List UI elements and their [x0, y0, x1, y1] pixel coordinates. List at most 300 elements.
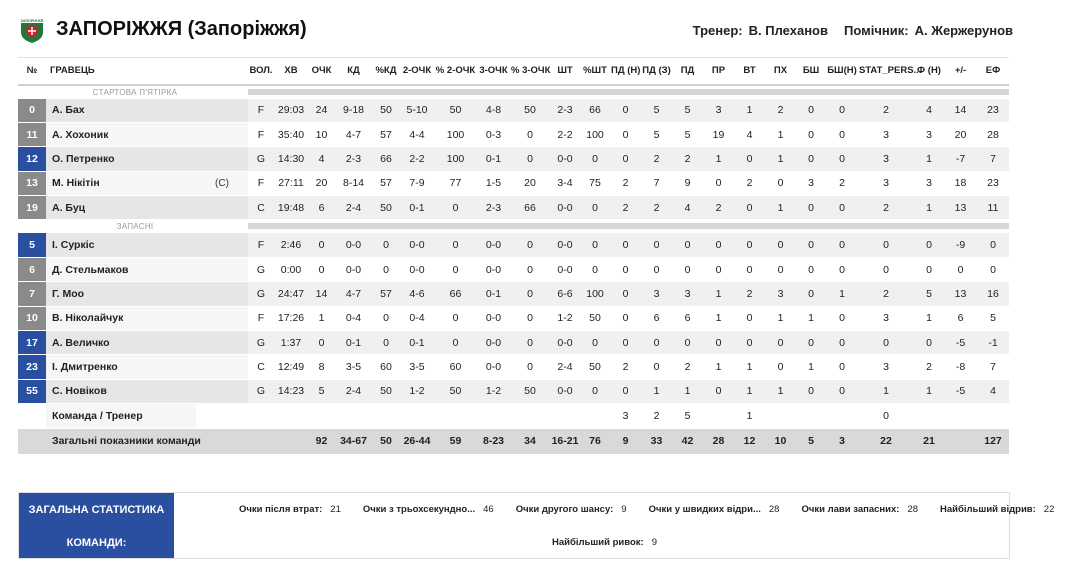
summary-item-value: 28	[907, 504, 919, 515]
stat-p3p: 0	[510, 282, 550, 306]
assistant-label: Помічник:	[844, 23, 909, 38]
stat-rebd: 0	[641, 233, 672, 257]
stat-to: 1	[734, 379, 765, 403]
stat-pf: 0	[858, 404, 914, 428]
summary-item	[516, 504, 627, 515]
table-row[interactable]	[18, 282, 1009, 306]
table-row[interactable]	[18, 98, 1009, 122]
column-header: БШ(Н)	[826, 58, 858, 85]
crest-text: ЗАПОРІЖЖЯ	[20, 19, 44, 23]
assistant-name: А. Жержерунов	[914, 23, 1013, 38]
player-name: С. Новіков	[46, 379, 196, 403]
total-blka: 3	[826, 428, 858, 454]
table-row[interactable]	[18, 355, 1009, 379]
stat-reb: 2	[672, 355, 703, 379]
stat-fd: 0	[914, 257, 944, 281]
stat-p3p: 50	[510, 379, 550, 403]
stat-pf: 1	[858, 379, 914, 403]
summary-item	[363, 504, 494, 515]
stat-reb: 2	[672, 147, 703, 171]
total-ftp: 76	[580, 428, 610, 454]
stat-fg: 4-7	[335, 122, 372, 146]
stat-fg: 3-5	[335, 355, 372, 379]
stat-p2p: 100	[434, 122, 477, 146]
stat-ast: 3	[703, 98, 734, 122]
stat-blka: 0	[826, 196, 858, 220]
stat-stl: 1	[765, 196, 796, 220]
stat-stl: 0	[765, 233, 796, 257]
stat-eff: 23	[977, 98, 1009, 122]
stat-ft: 6-6	[550, 282, 580, 306]
stat-pm: -8	[944, 355, 977, 379]
summary-item-label: Очки після втрат:	[239, 504, 323, 515]
table-row[interactable]	[18, 196, 1009, 220]
stat-ftp: 50	[580, 306, 610, 330]
stat-fg: 0-1	[335, 331, 372, 355]
summary-item-label: Очки з трьохсекундно...	[362, 504, 476, 515]
stat-rebo: 0	[610, 306, 641, 330]
stat-to: 0	[734, 331, 765, 355]
stat-p2p: 50	[434, 379, 477, 403]
column-header: ГРАВЕЦЬ	[46, 58, 196, 85]
player-name: В. Ніколайчук	[46, 306, 196, 330]
column-header: % 2-ОЧК	[434, 58, 477, 85]
player-name: М. Нікітін	[46, 171, 196, 195]
stat-stl: 1	[765, 147, 796, 171]
stat-pf: 2	[858, 98, 914, 122]
stat-fd: 3	[914, 122, 944, 146]
stat-p2: 4-4	[400, 122, 434, 146]
player-number-badge: 6	[18, 257, 46, 281]
stat-to: 0	[734, 306, 765, 330]
stat-min: 1:37	[274, 331, 308, 355]
stat-p2p: 0	[434, 306, 477, 330]
stat-p3: 0-0	[477, 306, 510, 330]
stat-eff: 16	[977, 282, 1009, 306]
stat-rebd: 2	[641, 147, 672, 171]
summary-item-label: Найбільший відрив:	[940, 504, 1036, 515]
stat-pos: F	[248, 233, 274, 257]
stat-pts: 8	[308, 355, 335, 379]
column-header: ПД	[672, 58, 703, 85]
stat-p2: 7-9	[400, 171, 434, 195]
total-ft: 16-21	[550, 428, 580, 454]
stat-min: 12:49	[274, 355, 308, 379]
stat-pts: 1	[308, 306, 335, 330]
player-number-badge: 10	[18, 306, 46, 330]
stat-rebo: 0	[610, 331, 641, 355]
total-p3: 8-23	[477, 428, 510, 454]
table-row[interactable]	[18, 257, 1009, 281]
stat-p3: 1-5	[477, 171, 510, 195]
captain-mark	[196, 379, 248, 403]
stat-fd: 5	[914, 282, 944, 306]
stat-rebd: 3	[641, 282, 672, 306]
stat-ftp: 0	[580, 331, 610, 355]
table-row[interactable]	[18, 331, 1009, 355]
stat-blk: 0	[796, 282, 826, 306]
summary-item	[239, 504, 341, 515]
team-header	[18, 14, 1013, 46]
stat-p3p: 0	[510, 331, 550, 355]
column-header: +/-	[944, 58, 977, 85]
total-stl: 10	[765, 428, 796, 454]
stat-min: 2:46	[274, 233, 308, 257]
stat-pts	[308, 404, 335, 428]
stat-p3p: 20	[510, 171, 550, 195]
stat-fg: 0-0	[335, 257, 372, 281]
stat-blka: 0	[826, 355, 858, 379]
stat-p2: 0-0	[400, 257, 434, 281]
total-reb: 42	[672, 428, 703, 454]
stat-fg: 8-14	[335, 171, 372, 195]
player-name: О. Петренко	[46, 147, 196, 171]
stat-blka: 2	[826, 171, 858, 195]
stat-fgp: 57	[372, 282, 400, 306]
stat-blka: 1	[826, 282, 858, 306]
column-header: ПХ	[765, 58, 796, 85]
stat-pf: 2	[858, 282, 914, 306]
stat-p2: 0-1	[400, 331, 434, 355]
stat-blk: 0	[796, 147, 826, 171]
stat-pts: 5	[308, 379, 335, 403]
stat-ft: 0-0	[550, 331, 580, 355]
player-name: А. Бах	[46, 98, 196, 122]
stat-blka: 0	[826, 122, 858, 146]
stat-to: 1	[734, 98, 765, 122]
stat-p2p: 0	[434, 257, 477, 281]
player-name: А. Хохоник	[46, 122, 196, 146]
stat-pm: -7	[944, 147, 977, 171]
column-header: БШ	[796, 58, 826, 85]
column-header: ХВ	[274, 58, 308, 85]
section-bench	[18, 220, 1009, 233]
stat-pm: 13	[944, 282, 977, 306]
stat-fd: 0	[914, 331, 944, 355]
column-header: ВОЛ.	[248, 58, 274, 85]
stat-to: 2	[734, 282, 765, 306]
stat-blk: 0	[796, 196, 826, 220]
column-header: ШТ	[550, 58, 580, 85]
stat-stl: 2	[765, 98, 796, 122]
stat-reb: 0	[672, 257, 703, 281]
stat-blka: 0	[826, 306, 858, 330]
stat-min	[274, 428, 308, 454]
column-header: % 3-ОЧК	[510, 58, 550, 85]
player-name: А. Величко	[46, 331, 196, 355]
stat-ft: 0-0	[550, 147, 580, 171]
stat-p2: 0-4	[400, 306, 434, 330]
stat-fg	[335, 404, 372, 428]
coach-label: Тренер:	[692, 23, 743, 38]
stat-blk: 3	[796, 171, 826, 195]
stat-fd: 1	[914, 306, 944, 330]
captain-mark	[196, 306, 248, 330]
stat-p3: 2-3	[477, 196, 510, 220]
stat-ftp: 100	[580, 122, 610, 146]
stat-pos: G	[248, 257, 274, 281]
stat-p2: 3-5	[400, 355, 434, 379]
stat-ast: 0	[703, 331, 734, 355]
stat-pf: 3	[858, 355, 914, 379]
captain-mark	[196, 233, 248, 257]
stat-ast: 0	[703, 233, 734, 257]
total-rebo: 9	[610, 428, 641, 454]
player-name: А. Буц	[46, 196, 196, 220]
total-eff: 127	[977, 428, 1009, 454]
table-row[interactable]	[18, 122, 1009, 146]
stat-pf: 0	[858, 257, 914, 281]
summary-largest-run	[552, 537, 657, 548]
stat-min: 24:47	[274, 282, 308, 306]
stat-p2p: 60	[434, 355, 477, 379]
club-crest-icon	[18, 16, 46, 44]
stat-pf: 2	[858, 196, 914, 220]
summary-item-value: 9	[621, 504, 627, 515]
player-number-badge: 17	[18, 331, 46, 355]
summary-title-line1: ЗАГАЛЬНА СТАТИСТИКА	[28, 504, 165, 516]
summary-item-label: Очки лави запасних:	[801, 504, 900, 515]
stat-ast: 1	[703, 306, 734, 330]
stat-min: 19:48	[274, 196, 308, 220]
stat-eff: 7	[977, 355, 1009, 379]
stat-rebd: 0	[641, 355, 672, 379]
stat-pf: 3	[858, 122, 914, 146]
stat-reb: 5	[672, 404, 703, 428]
stat-ft: 0-0	[550, 257, 580, 281]
player-number-badge: 7	[18, 282, 46, 306]
summary-item-label: Очки другого шансу:	[515, 504, 614, 515]
stat-blk: 0	[796, 98, 826, 122]
team-coach-row	[18, 404, 1009, 428]
stat-p3p: 66	[510, 196, 550, 220]
stat-p3: 0-0	[477, 355, 510, 379]
column-header: 2-ОЧК	[400, 58, 434, 85]
total-fg: 34-67	[335, 428, 372, 454]
stat-fg: 9-18	[335, 98, 372, 122]
table-row[interactable]	[18, 379, 1009, 403]
stat-min: 27:11	[274, 171, 308, 195]
stat-pos: G	[248, 147, 274, 171]
stat-p2: 0-1	[400, 196, 434, 220]
stat-ftp: 75	[580, 171, 610, 195]
stat-fgp: 0	[372, 257, 400, 281]
stat-eff: 7	[977, 147, 1009, 171]
player-number-badge: 23	[18, 355, 46, 379]
player-name: І. Дмитренко	[46, 355, 196, 379]
stat-p3p: 0	[510, 147, 550, 171]
stat-blk	[796, 404, 826, 428]
stat-stl: 0	[765, 355, 796, 379]
stat-pf: 3	[858, 171, 914, 195]
stat-ftp: 0	[580, 233, 610, 257]
stat-eff: 23	[977, 171, 1009, 195]
stat-rebd: 1	[641, 379, 672, 403]
stat-fd: 1	[914, 196, 944, 220]
stat-rebo: 0	[610, 147, 641, 171]
stat-reb: 5	[672, 98, 703, 122]
total-blk: 5	[796, 428, 826, 454]
stat-min: 14:23	[274, 379, 308, 403]
stat-ft: 0-0	[550, 233, 580, 257]
captain-mark	[196, 122, 248, 146]
total-to: 12	[734, 428, 765, 454]
stat-pts: 20	[308, 171, 335, 195]
stat-fgp: 0	[372, 306, 400, 330]
stat-fd	[914, 404, 944, 428]
stat-fgp: 57	[372, 122, 400, 146]
stat-fgp: 0	[372, 233, 400, 257]
stat-p2p: 77	[434, 171, 477, 195]
stat-blka: 0	[826, 98, 858, 122]
stat-pm: -9	[944, 233, 977, 257]
stat-reb: 1	[672, 379, 703, 403]
stat-to: 0	[734, 257, 765, 281]
stat-p3p	[510, 404, 550, 428]
stat-rebo: 0	[610, 233, 641, 257]
section-label-cell	[18, 85, 248, 99]
stat-pts: 14	[308, 282, 335, 306]
stat-eff: 0	[977, 233, 1009, 257]
column-header: №	[18, 58, 46, 85]
stat-reb: 9	[672, 171, 703, 195]
stat-to: 2	[734, 171, 765, 195]
player-number-badge: 5	[18, 233, 46, 257]
empty-cell	[196, 404, 248, 428]
stat-pf: 3	[858, 306, 914, 330]
stat-ast: 19	[703, 122, 734, 146]
stat-min: 29:03	[274, 98, 308, 122]
stat-ft: 0-0	[550, 379, 580, 403]
player-number-badge: 19	[18, 196, 46, 220]
largest-run-label: Найбільший ривок:	[552, 537, 644, 548]
section-label: СТАРТОВА П'ЯТІРКА	[92, 87, 178, 97]
stat-pos: G	[248, 331, 274, 355]
player-number-badge: 0	[18, 98, 46, 122]
stat-p3: 0-1	[477, 147, 510, 171]
stat-reb: 5	[672, 122, 703, 146]
table-row[interactable]	[18, 306, 1009, 330]
player-number-badge: 13	[18, 171, 46, 195]
stat-blka: 0	[826, 379, 858, 403]
total-pts: 92	[308, 428, 335, 454]
stat-eff: 0	[977, 257, 1009, 281]
stat-eff: 4	[977, 379, 1009, 403]
stat-pts: 24	[308, 98, 335, 122]
player-stats-table	[18, 57, 1009, 455]
stat-p3: 0-3	[477, 122, 510, 146]
stat-pts: 0	[308, 233, 335, 257]
stat-p3: 0-0	[477, 331, 510, 355]
section-label: ЗАПАСНІ	[116, 222, 154, 232]
table-row[interactable]	[18, 147, 1009, 171]
stat-p2: 1-2	[400, 379, 434, 403]
stat-to: 0	[734, 233, 765, 257]
stat-pos: F	[248, 306, 274, 330]
stat-fd: 4	[914, 98, 944, 122]
stat-fgp: 0	[372, 331, 400, 355]
stat-ft: 2-3	[550, 98, 580, 122]
stat-blk: 0	[796, 331, 826, 355]
stat-ast: 0	[703, 379, 734, 403]
stat-fd: 3	[914, 171, 944, 195]
stat-pm	[944, 404, 977, 428]
stat-p3: 1-2	[477, 379, 510, 403]
stat-p2p: 0	[434, 233, 477, 257]
stat-pts: 6	[308, 196, 335, 220]
stat-ftp: 100	[580, 282, 610, 306]
stat-ft: 2-2	[550, 122, 580, 146]
table-row[interactable]	[18, 171, 1009, 195]
team-totals-row	[18, 428, 1009, 454]
column-header: 3-ОЧК	[477, 58, 510, 85]
stat-fg: 0-0	[335, 233, 372, 257]
total-pf: 22	[858, 428, 914, 454]
stat-rebd: 2	[641, 404, 672, 428]
stat-pm: 18	[944, 171, 977, 195]
summary-items	[239, 504, 1076, 515]
stat-pos: F	[248, 171, 274, 195]
total-p2p: 59	[434, 428, 477, 454]
stat-ftp: 50	[580, 355, 610, 379]
captain-mark	[196, 98, 248, 122]
stat-p3p: 0	[510, 122, 550, 146]
stat-p3: 0-0	[477, 233, 510, 257]
stat-ast: 1	[703, 355, 734, 379]
stat-blka: 0	[826, 257, 858, 281]
captain-mark	[196, 257, 248, 281]
stat-fgp: 50	[372, 196, 400, 220]
stat-pf: 0	[858, 331, 914, 355]
column-header: КД	[335, 58, 372, 85]
stat-eff: 5	[977, 306, 1009, 330]
stat-pm: -5	[944, 331, 977, 355]
stat-ast	[703, 404, 734, 428]
captain-mark	[196, 355, 248, 379]
stat-pts: 10	[308, 122, 335, 146]
stat-blk: 0	[796, 379, 826, 403]
stat-fd: 0	[914, 233, 944, 257]
stat-stl: 1	[765, 122, 796, 146]
stat-stl: 0	[765, 171, 796, 195]
stat-ft: 1-2	[550, 306, 580, 330]
captain-mark	[196, 147, 248, 171]
total-fd: 21	[914, 428, 944, 454]
stat-blka: 0	[826, 331, 858, 355]
stat-pm: 13	[944, 196, 977, 220]
column-header: ОЧК	[308, 58, 335, 85]
stat-pm: 0	[944, 257, 977, 281]
stat-pf: 3	[858, 147, 914, 171]
stat-to: 1	[734, 404, 765, 428]
stat-fg: 2-4	[335, 379, 372, 403]
column-header: ПД (Н)	[610, 58, 641, 85]
stat-reb: 3	[672, 282, 703, 306]
stat-p2: 0-0	[400, 233, 434, 257]
table-row[interactable]	[18, 233, 1009, 257]
stat-pts: 0	[308, 257, 335, 281]
largest-run-value: 9	[651, 537, 657, 548]
table-header-row	[18, 58, 1009, 85]
stat-stl: 3	[765, 282, 796, 306]
player-number-badge: 55	[18, 379, 46, 403]
team-summary-panel	[18, 492, 1055, 559]
stat-p3p: 0	[510, 233, 550, 257]
stat-p3p: 0	[510, 355, 550, 379]
captain-mark	[196, 331, 248, 355]
stat-pos: G	[248, 282, 274, 306]
stat-pm: -5	[944, 379, 977, 403]
